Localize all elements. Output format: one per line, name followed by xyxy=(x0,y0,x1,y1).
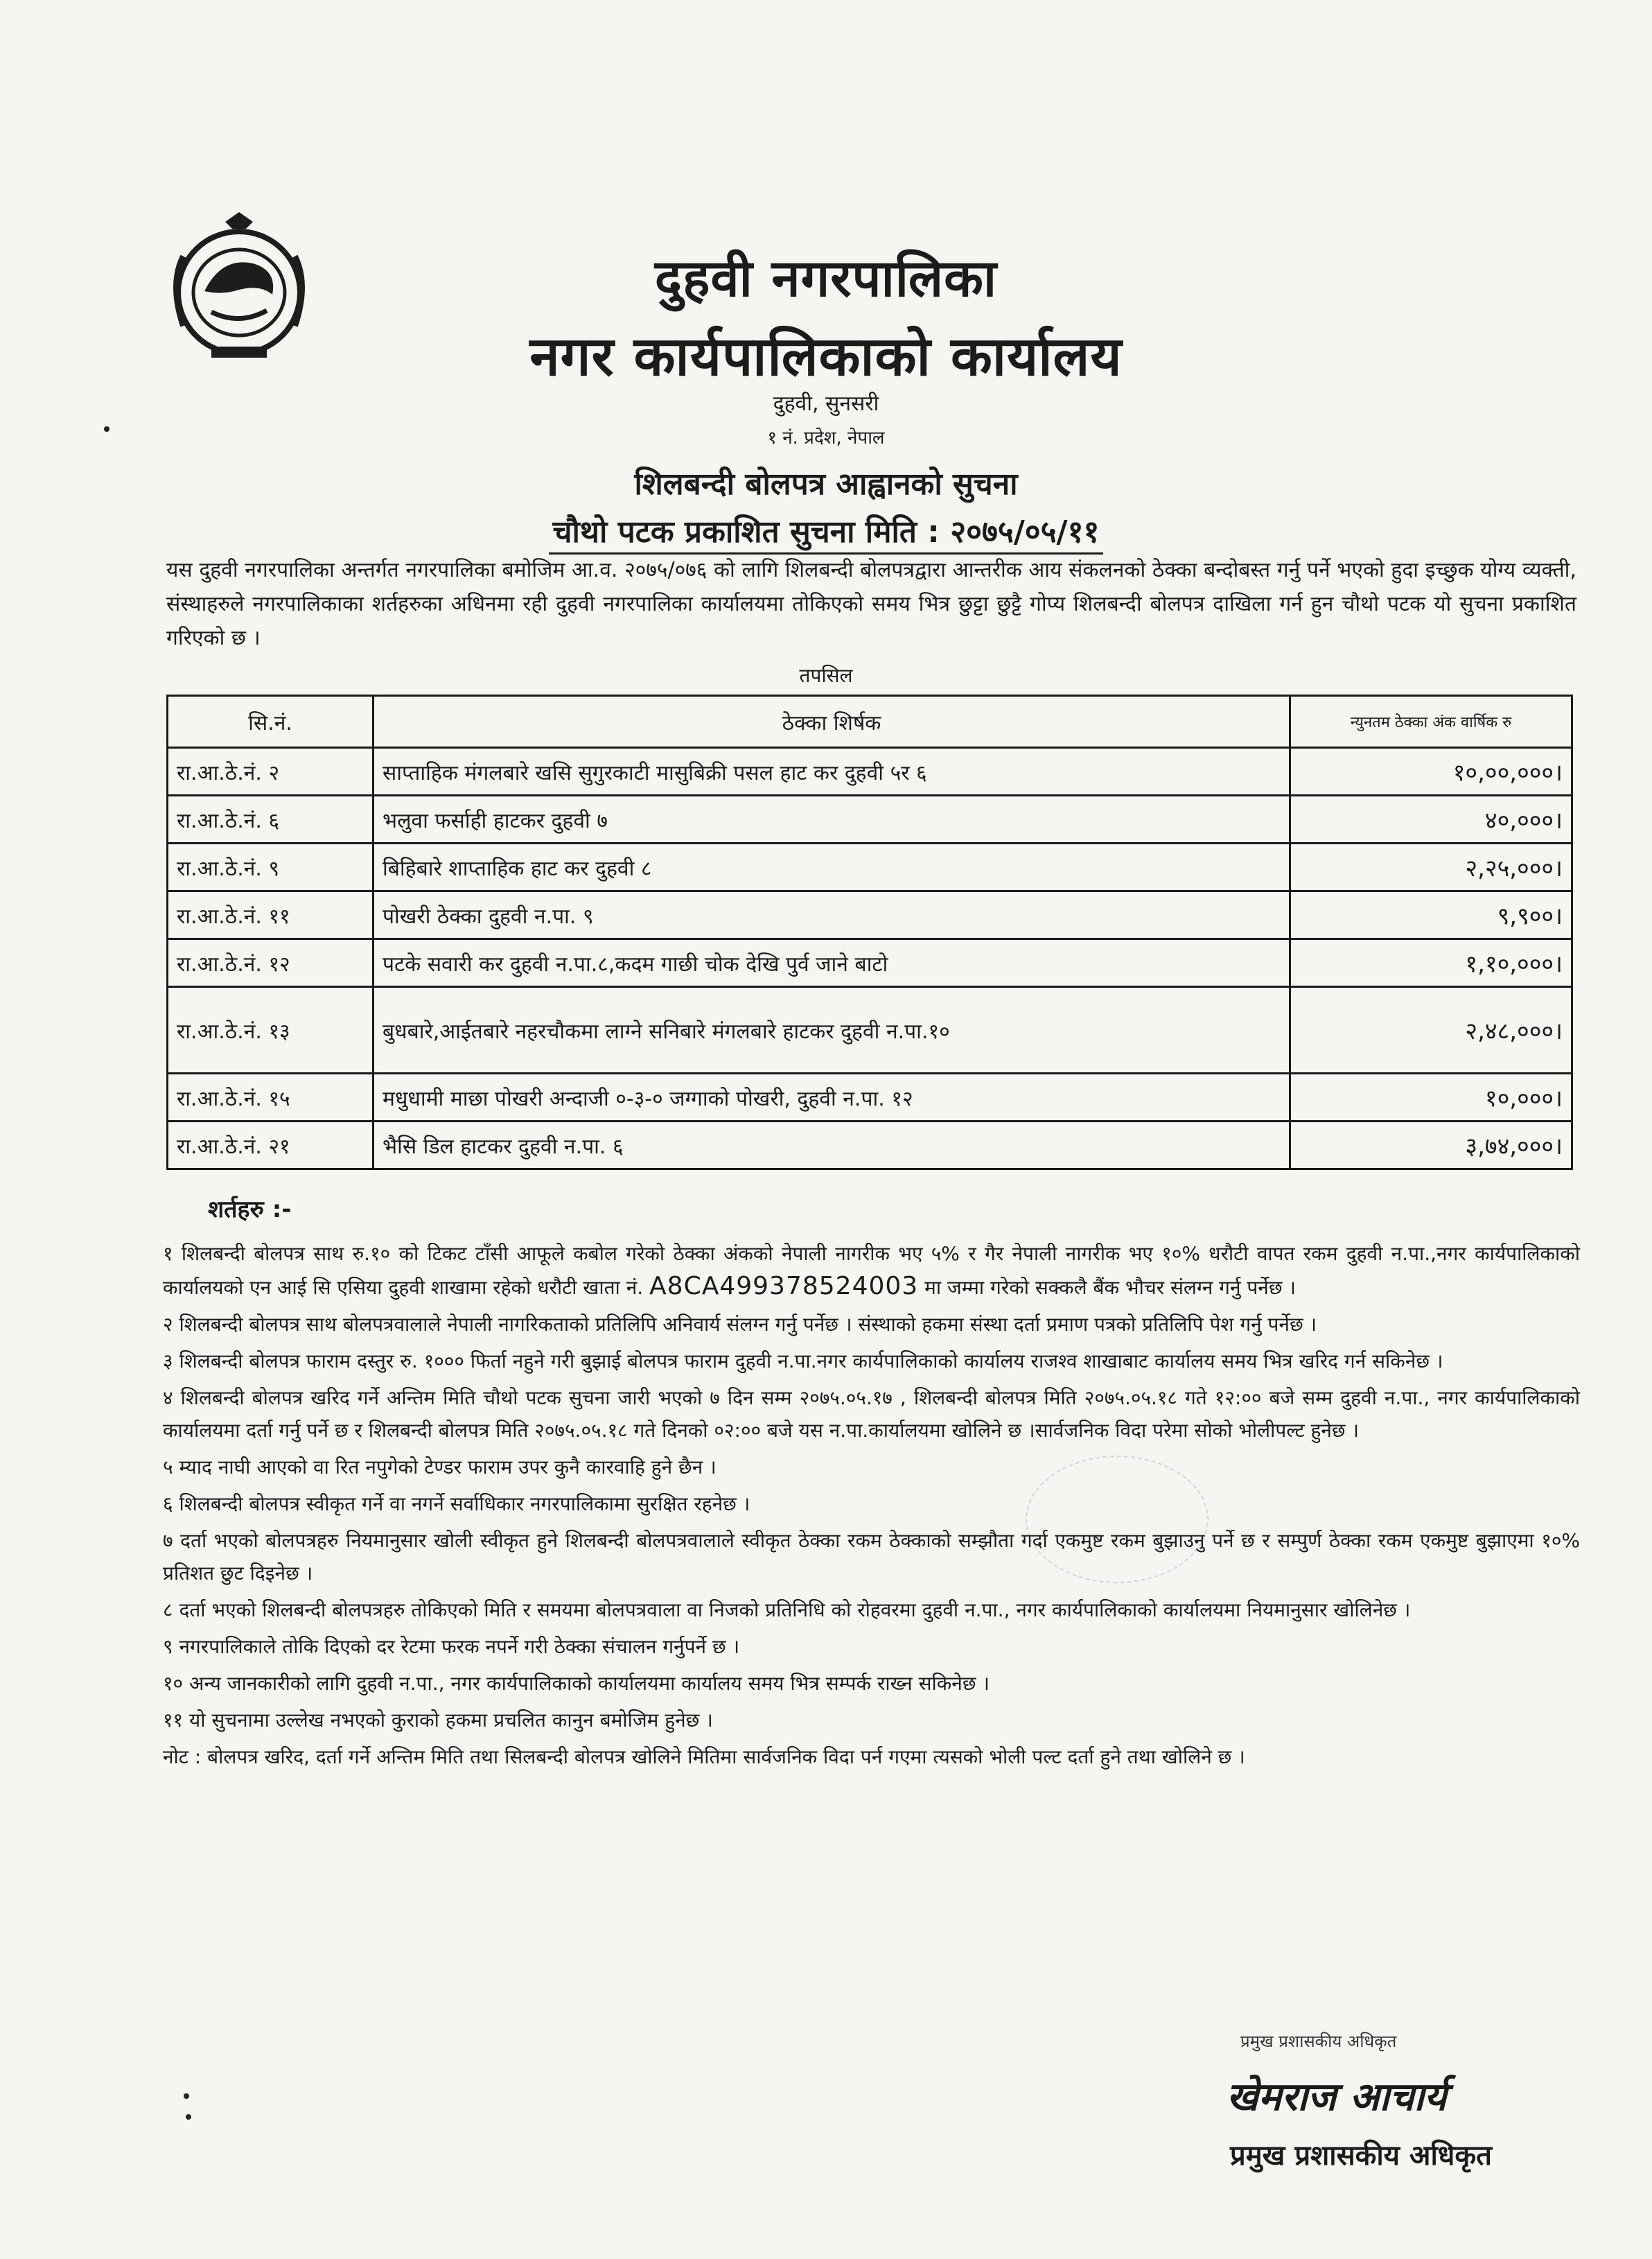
speck-mark xyxy=(104,426,109,432)
cell-sn: रा.आ.ठे.नं. २ xyxy=(168,748,374,796)
address-line-1: दुहवी, सुनसरी xyxy=(773,392,879,416)
cell-amount: १०,०००। xyxy=(1290,1074,1572,1122)
col-header-title: ठेक्का शिर्षक xyxy=(374,696,1290,748)
municipality-name: दुहवी नगरपालिका xyxy=(654,249,998,308)
table-row xyxy=(168,1122,1572,1169)
table-row xyxy=(168,939,1572,987)
col-header-amount: न्युनतम ठेक्का अंक वार्षिक रु xyxy=(1290,696,1572,748)
cell-title: भलुवा फर्साही हाटकर दुहवी ७ xyxy=(374,796,1290,844)
speck-mark xyxy=(186,2114,191,2120)
term-item: ३ शिलबन्दी बोलपत्र फाराम दस्तुर रु. १००० फिर्ता नहुने गरी बुझाई बोलपत्र फाराम दुहवी न.पा.नगर कार्यपालिकाको कार्यालय राजश्व शाखाबाट कार्यालय समय भित्र खरिद गर्न सकिनेछ । xyxy=(163,1350,1443,1372)
table-row xyxy=(168,844,1572,891)
cell-sn: रा.आ.ठे.नं. १५ xyxy=(168,1074,374,1122)
term-item: ७ दर्ता भएको बोलपत्रहरु नियमानुसार खोली स्वीकृत हुने शिलबन्दी बोलपत्रवालाले स्वीकृत ठेक्का रकम ठेक्काको सम्झौता गर्दा एकमुष्ट रकम बुझाउनु पर्ने छ र सम्पुर्ण ठेक्का रकम एकमुष्ट बुझाएमा १०% प्रतिशत छुट दिइनेछ । xyxy=(163,1529,1580,1585)
cell-sn: रा.आ.ठे.नं. १२ xyxy=(168,939,374,987)
term-text: मा जम्मा गरेको सक्कलै बैंक भौचर संलग्न गर्नु पर्नेछ । xyxy=(924,1276,1296,1299)
cell-amount: ४०,०००। xyxy=(1290,796,1572,844)
cell-title: पोखरी ठेक्का दुहवी न.पा. ९ xyxy=(374,891,1290,939)
cell-amount: १०,००,०००। xyxy=(1290,748,1572,796)
cell-amount: २,२५,०००। xyxy=(1290,844,1572,891)
cell-sn: रा.आ.ठे.नं. ९ xyxy=(168,844,374,891)
table-row xyxy=(168,1074,1572,1122)
cell-title: मधुधामी माछा पोखरी अन्दाजी ०-३-० जग्गाको पोखरी, दुहवी न.पा. १२ xyxy=(374,1074,1290,1122)
term-item: ११ यो सुचनामा उल्लेख नभएको कुराको हकमा प्रचलित कानुन बमोजिम हुनेछ । xyxy=(163,1709,713,1732)
terms-heading: शर्तहरु :- xyxy=(208,1196,292,1223)
term-item: ८ दर्ता भएको शिलबन्दी बोलपत्रहरु तोकिएको मिति र समयमा बोलपत्रवाला वा निजको प्रतिनिधि को रोहवरमा दुहवी न.पा., नगर कार्यपालिकाको कार्यालयमा नियमानुसार खोलिनेछ । xyxy=(163,1598,1411,1621)
intro-paragraph: यस दुहवी नगरपालिका अन्तर्गत नगरपालिका बमोजिम आ.व. २०७५/०७६ को लागि शिलबन्दी बोलपत्रद्वारा आन्तरीक आय संकलनको ठेक्का बन्दोबस्त गर्नु पर्ने भएको हुदा इच्छुक योग्य व्यक्ती, संस्थाहरुले नगरपालिकाका शर्तहरुका अधिनमा रही दुहवी नगरपालिका कार्यालयमा तोकिएको समय भित्र छुट्टा छुट्टै गोप्य शिलबन्दी बोलपत्र दाखिला गर्न हुन चौथो पटक यो सुचना प्रकाशित गरिएको छ । xyxy=(166,558,1576,650)
publication-date-text: चौथो पटक प्रकाशित सुचना मिति : २०७५/०५/११ xyxy=(549,514,1104,555)
term-item: १० अन्य जानकारीको लागि दुहवी न.पा., नगर कार्यपालिकाको कार्यालयमा कार्यालय समय भित्र सम्पर्क राख्न सकिनेछ । xyxy=(163,1672,990,1695)
cell-title: भैसि डिल हाटकर दुहवी न.पा. ६ xyxy=(374,1122,1290,1169)
term-item: २ शिलबन्दी बोलपत्र साथ बोलपत्रवालाले नेपाली नागरिकताको प्रतिलिपि अनिवार्य संलग्न गर्नु पर्नेछ । संस्थाको हकमा संस्था दर्ता प्रमाण पत्रको प्रतिलिपि पेश गर्नु पर्नेछ । xyxy=(163,1313,1317,1336)
cell-title: बुधबारे,आईतबारे नहरचौकमा लाग्ने सनिबारे मंगलबारे हाटकर दुहवी न.पा.१० xyxy=(374,987,1290,1074)
term-item: ९ नगरपालिकाले तोकि दिएको दर रेटमा फरक नपर्ने गरी ठेक्का संचालन गर्नुपर्ने छ । xyxy=(163,1635,740,1658)
contract-table xyxy=(166,695,1573,1170)
cell-sn: रा.आ.ठे.नं. ११ xyxy=(168,891,374,939)
cell-sn: रा.आ.ठे.नं. २१ xyxy=(168,1122,374,1169)
cell-title: पटके सवारी कर दुहवी न.पा.८,कदम गाछी चोक देखि पुर्व जाने बाटो xyxy=(374,939,1290,987)
term-text: १ शिलबन्दी बोलपत्र साथ रु.१० को टिकट टाँसी आफूले कबोल गरेको ठेक्का अंकको नेपाली नागरीक भए ५% र गैर नेपाली नागरीक भए १०% धरौटी वापत रकम दुहवी न.पा.,नगर कार्यपालिकाको कार्यालयको एन आई सि एसिया दुहवी शाखामा रहेको धरौटी खाता नं. xyxy=(163,1242,1580,1299)
table-row xyxy=(168,891,1572,939)
bank-account-number: A8CA499378524003 xyxy=(649,1272,919,1300)
cell-amount: ३,७४,०००। xyxy=(1290,1122,1572,1169)
cell-title: साप्ताहिक मंगलबारे खसि सुगुरकाटी मासुबिक्री पसल हाट कर दुहवी ५र ६ xyxy=(374,748,1290,796)
table-header-row xyxy=(168,696,1572,748)
signature-role-top: प्रमुख प्रशासकीय अधिकृत xyxy=(1240,2032,1397,2051)
term-item: ४ शिलबन्दी बोलपत्र खरिद गर्ने अन्तिम मिति चौथो पटक सुचना जारी भएको ७ दिन सम्म २०७५.०५.१७ , शिलबन्दी बोलपत्र मिति २०७५.०५.१८ गते १२:०० बजे सम्म दुहवी न.पा., नगर कार्यपालिकाको कार्यालयमा दर्ता गर्नु पर्ने छ र शिलबन्दी बोलपत्र मिति २०७५.०५.१८ गते दिनको ०२:०० बजे यस न.पा.कार्यालयमा खोलिने छ ।सार्वजनिक विदा परेमा सोको भोलीपल्ट हुनेछ । xyxy=(163,1386,1580,1442)
cell-sn: रा.आ.ठे.नं. १३ xyxy=(168,987,374,1074)
cell-amount: २,४८,०००। xyxy=(1290,987,1572,1074)
office-name: नगर कार्यपालिकाको कार्यालय xyxy=(529,326,1123,388)
speck-mark xyxy=(184,2093,189,2099)
publication-date-line xyxy=(0,509,1652,551)
table-row xyxy=(168,748,1572,796)
notice-title: शिलबन्दी बोलपत्र आह्वानको सुचना xyxy=(634,466,1018,502)
cell-sn: रा.आ.ठे.नं. ६ xyxy=(168,796,374,844)
terms-list xyxy=(163,1237,1580,1777)
table-row xyxy=(168,987,1572,1074)
cell-amount: ९,९००। xyxy=(1290,891,1572,939)
term-item: ५ म्याद नाघी आएको वा रित नपुगेको टेण्डर फाराम उपर कुनै कारवाहि हुने छैन । xyxy=(163,1456,717,1479)
tapasil-label: तपसिल xyxy=(799,664,853,687)
cell-title: बिहिबारे शाप्ताहिक हाट कर दुहवी ८ xyxy=(374,844,1290,891)
col-header-sn: सि.नं. xyxy=(168,696,374,748)
term-item xyxy=(163,1237,1580,1304)
stamp-mark xyxy=(1026,1456,1209,1583)
table-row xyxy=(168,796,1572,844)
note-item: नोट : बोलपत्र खरिद, दर्ता गर्ने अन्तिम मिति तथा सिलबन्दी बोलपत्र खोलिने मितिमा सार्वजनिक विदा पर्न गएमा त्यसको भोली पल्ट दर्ता हुने तथा खोलिने छ । xyxy=(163,1745,1245,1768)
signature-name: खेमराज आचार्य xyxy=(1227,2075,1447,2120)
signature-role: प्रमुख प्रशासकीय अधिकृत xyxy=(1230,2140,1492,2172)
term-item: ६ शिलबन्दी बोलपत्र स्वीकृत गर्ने वा नगर्ने सर्वाधिकार नगरपालिकामा सुरक्षित रहनेछ । xyxy=(163,1492,750,1515)
address-line-2: १ नं. प्रदेश, नेपाल xyxy=(767,428,885,448)
cell-amount: १,१०,०००। xyxy=(1290,939,1572,987)
